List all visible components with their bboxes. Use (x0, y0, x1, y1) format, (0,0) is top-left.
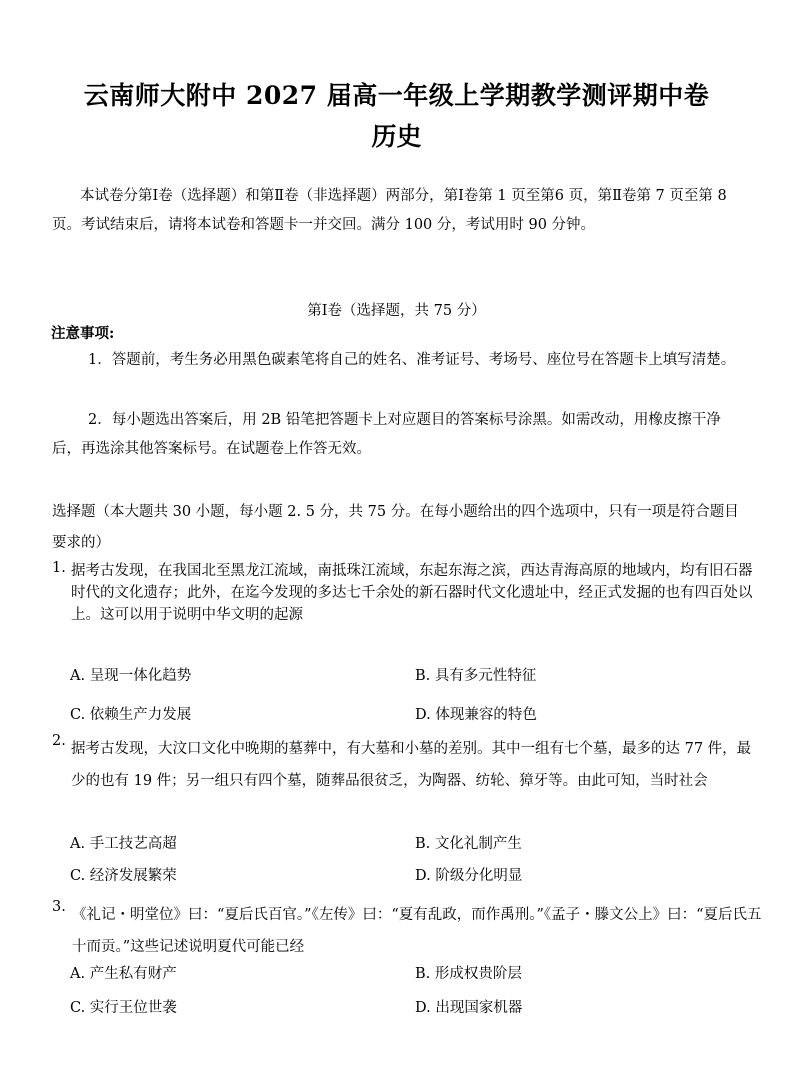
question-number: 2. (52, 733, 66, 749)
question-number: 1. (52, 560, 66, 576)
option-a: A. 手工技艺高超 (70, 836, 177, 852)
option-c: C. 经济发展繁荣 (70, 868, 177, 884)
section-intro: 选择题（本大题共 30 小题，每小题 2. 5 分，共 75 分。在每小题给出的四个选项中，只有一项是符合题目要求的） (52, 504, 739, 551)
question-number: 3. (52, 899, 66, 915)
option-b: B. 具有多元性特征 (415, 668, 537, 684)
volume-heading: 第Ⅰ卷（选择题，共 75 分） (307, 303, 486, 319)
option-d: D. 体现兼容的特色 (415, 707, 537, 723)
option-d: D. 阶级分化明显 (415, 868, 523, 884)
notice-item: 2．每小题选出答案后，用 2B 铅笔把答题卡上对应题目的答案标号涂黑。如需改动，用橡皮擦干净后，再选涂其他答案标号。在试题卷上作答无效。 (52, 412, 721, 457)
option-d: D. 出现国家机器 (415, 1000, 523, 1016)
intro-paragraph: 本试卷分第Ⅰ卷（选择题）和第Ⅱ卷（非选择题）两部分，第Ⅰ卷第 1 页至第6 页，第Ⅱ卷第 7 页至第 8 页。考试结束后，请将本试卷和答题卡一并交回。满分 100 分，考试用时 90 分钟。 (52, 188, 727, 233)
option-a: A. 呈现一体化趋势 (70, 668, 192, 684)
option-b: B. 形成权贵阶层 (415, 966, 522, 982)
subject-title: 历史 (371, 122, 422, 151)
option-c: C. 实行王位世袭 (70, 1000, 177, 1016)
question-stem: 《礼记・明堂位》曰：“夏后氏百官。”《左传》曰：“夏有乱政，而作禹刑。”《孟子・滕文公上》曰：“夏后氏五十而贡。”这些记述说明夏代可能已经 (72, 907, 762, 955)
option-c: C. 依赖生产力发展 (70, 707, 192, 723)
question-stem: 据考古发现，大汶口文化中晚期的墓葬中，有大墓和小墓的差别。其中一组有七个墓，最多的达 77 件，最少的也有 19 件；另一组只有四个墓，随葬品很贫乏，为陶器、纺轮、獐牙等。由此可知，当时社会 (71, 741, 752, 789)
notice-heading: 注意事项: (51, 325, 115, 342)
option-b: B. 文化礼制产生 (415, 836, 522, 852)
notice-item: 1．答题前，考生务必用黑色碳素笔将自己的姓名、准考证号、考场号、座位号在答题卡上填写清楚。 (88, 352, 736, 368)
question-stem: 据考古发现，在我国北至黑龙江流域，南抵珠江流域，东起东海之滨，西达青海高原的地域内，均有旧石器时代的文化遗存；此外，在迄今发现的多达七千余处的新石器时代文化遗址中，经正式发掘的也有四百处以上。这可以用于说明中华文明的起源 (71, 563, 753, 623)
option-a: A. 产生私有财产 (70, 966, 177, 982)
exam-title: 云南师大附中 2027 届高一年级上学期教学测评期中卷 (83, 81, 710, 110)
